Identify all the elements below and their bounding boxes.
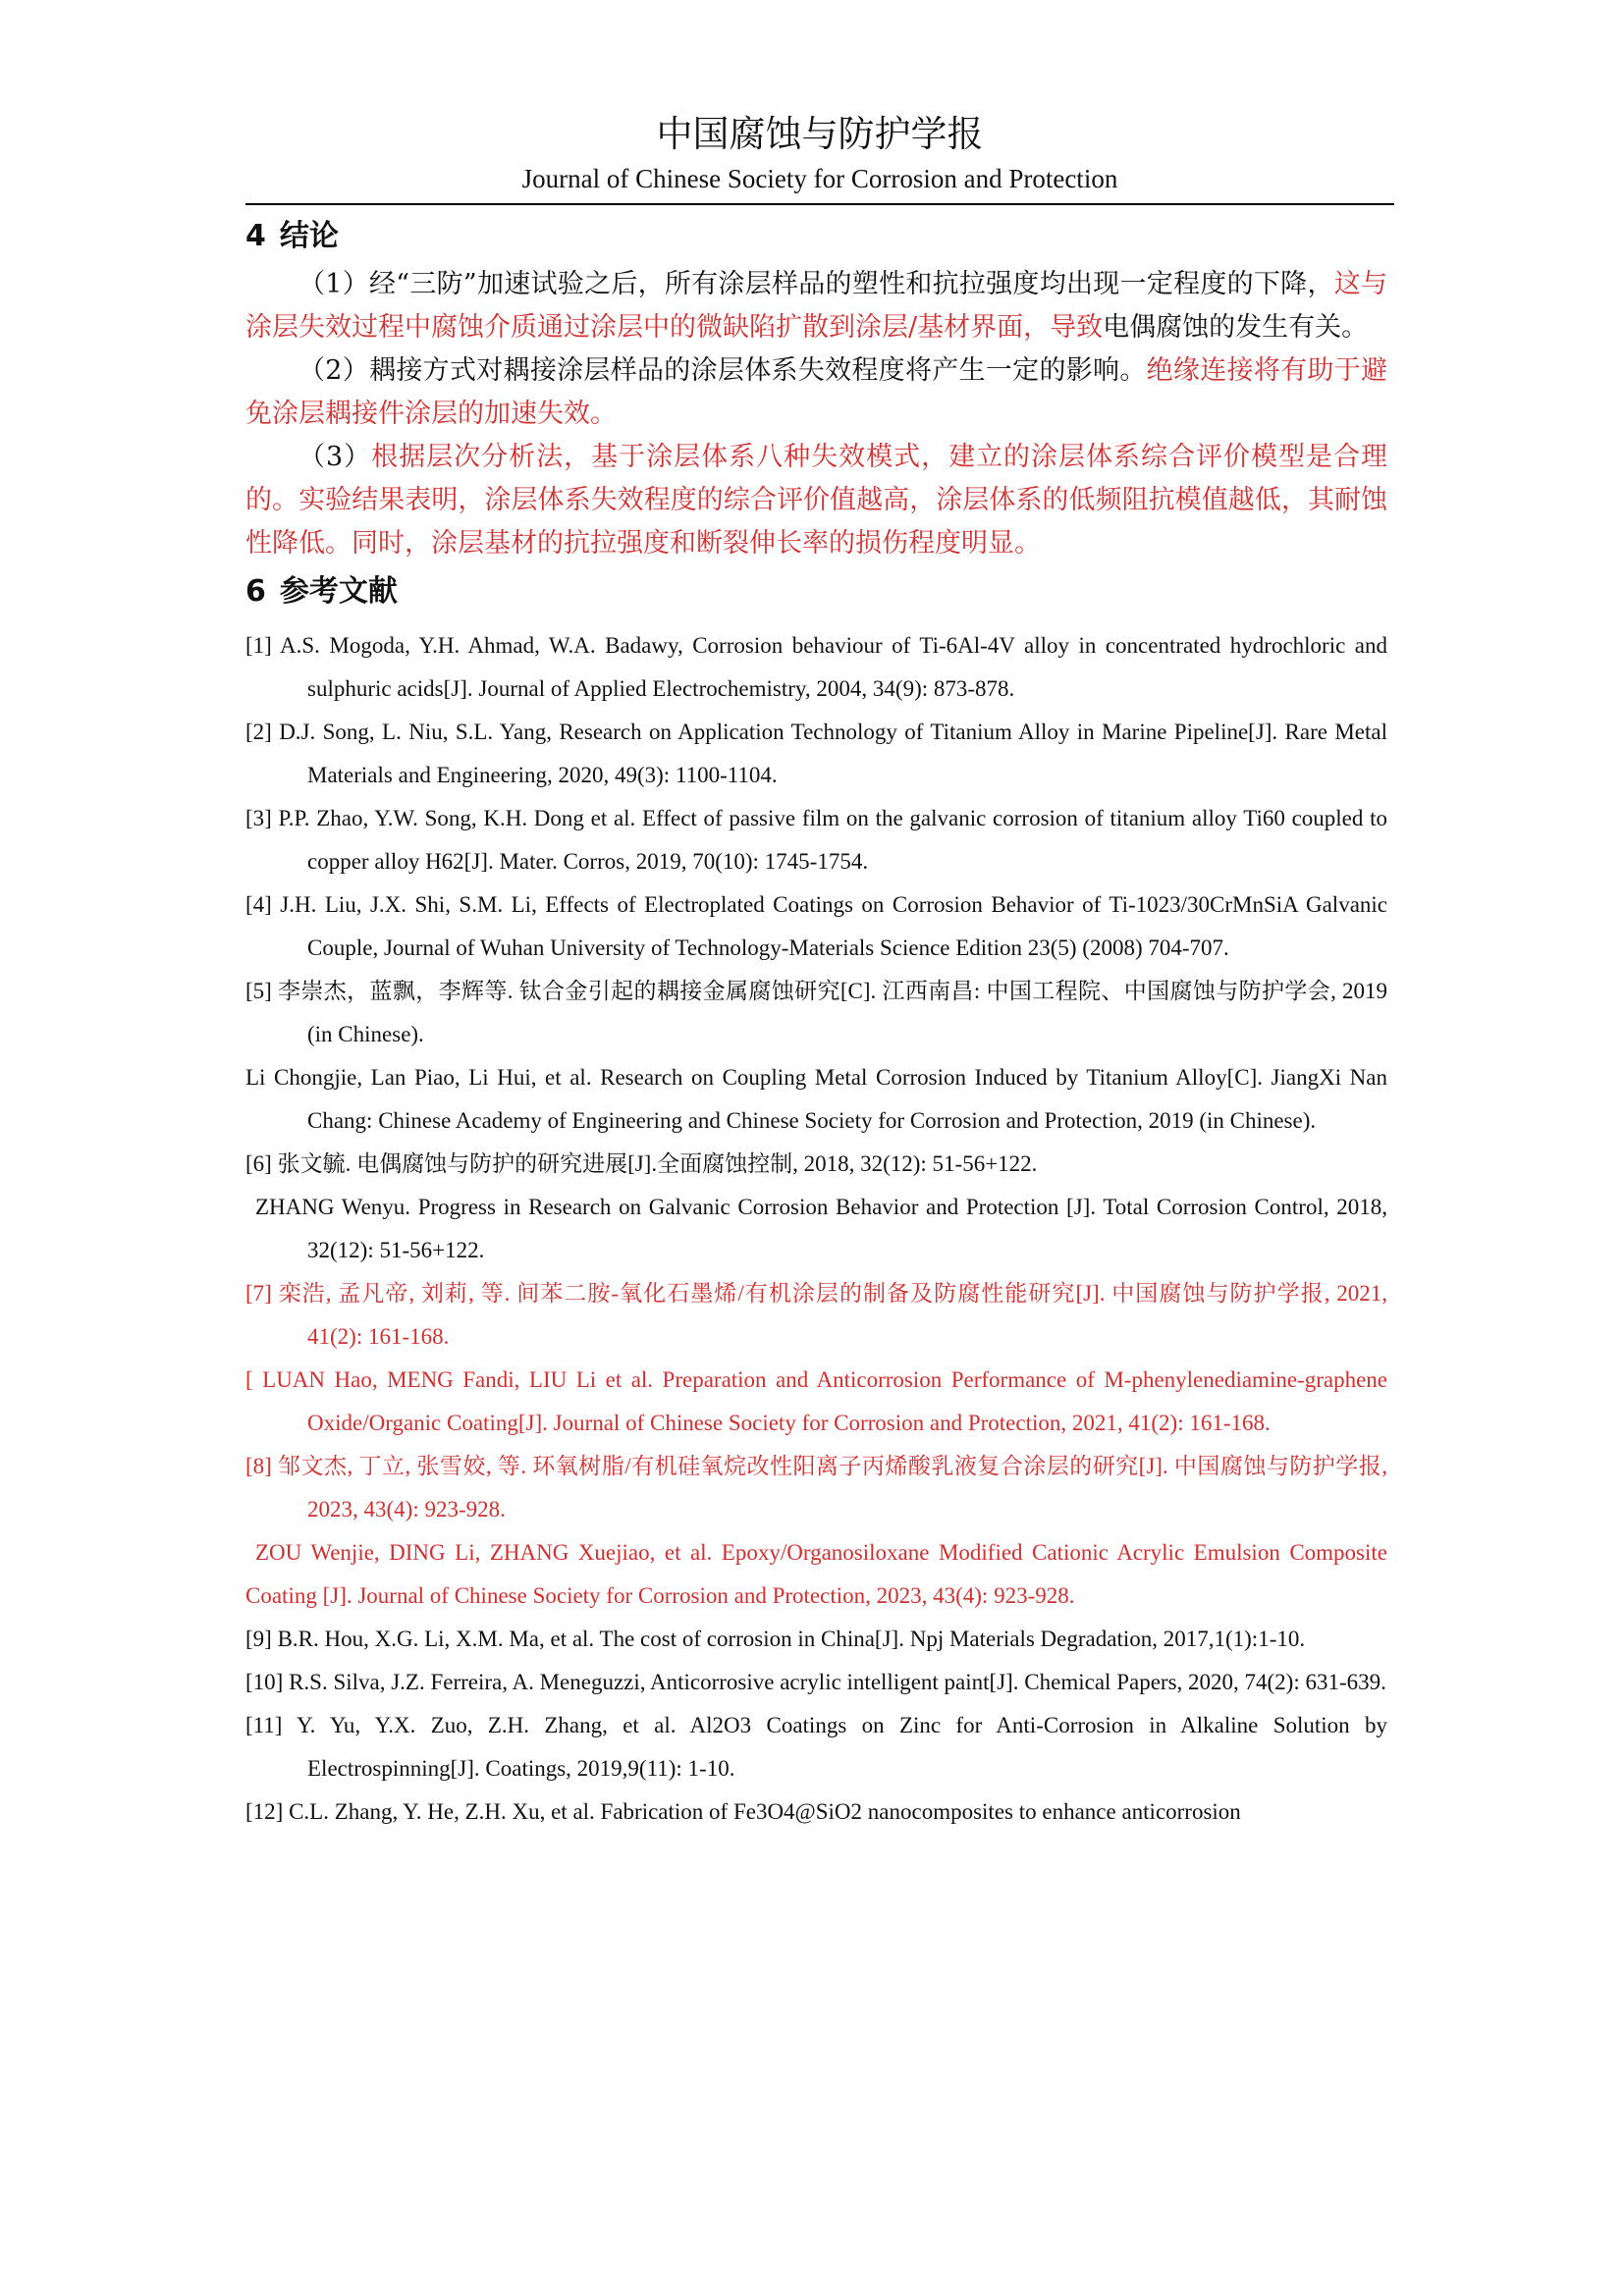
reference-item-translation: ZHANG Wenyu. Progress in Research on Galvanic Corrosion Behavior and Protection [J]. Total Corrosion Control, 2018, 32(12): 51-56+122. <box>255 1195 1387 1262</box>
section-title: 参考文献 <box>279 574 398 609</box>
conclusion-paragraph-1 <box>245 263 1387 349</box>
section-number: 6 <box>245 574 266 609</box>
para1-tail: 电偶腐蚀的发生有关。 <box>1103 312 1369 343</box>
conclusion-paragraph-3 <box>245 436 1387 565</box>
conclusion-paragraph-2 <box>245 349 1387 436</box>
section-title: 结论 <box>279 219 339 253</box>
section-heading-conclusion <box>245 214 1387 259</box>
reference-item-translation: Li Chongjie, Lan Piao, Li Hui, et al. Research on Coupling Metal Corrosion Induced by Titanium Alloy[C]. JiangXi Nan Chang: Chinese Academy of Engineering and Chinese Society for Corrosion and Protection, 2019 (in Chinese). <box>245 1065 1387 1133</box>
reference-list <box>245 624 1387 1834</box>
reference-item: [2] D.J. Song, L. Niu, S.L. Yang, Research on Application Technology of Titanium Alloy in Marine Pipeline[J]. Rare Metal Materials and Engineering, 2020, 49(3): 1100-1104. <box>245 720 1387 787</box>
reference-item: [3] P.P. Zhao, Y.W. Song, K.H. Dong et al. Effect of passive film on the galvanic corrosion of titanium alloy Ti60 coupled to copper alloy H62[J]. Mater. Corros, 2019, 70(10): 1745-1754. <box>245 806 1387 874</box>
reference-item: [9] B.R. Hou, X.G. Li, X.M. Ma, et al. The cost of corrosion in China[J]. Npj Materials Degradation, 2017,1(1):1-10. <box>245 1627 1306 1651</box>
reference-item: [12] C.L. Zhang, Y. He, Z.H. Xu, et al. Fabrication of Fe3O4@SiO2 nanocomposites to enhance anticorrosion <box>245 1799 1241 1824</box>
header-rule <box>245 203 1394 205</box>
para2-text: （2）耦接方式对耦接涂层样品的涂层体系失效程度将产生一定的影响。 <box>298 355 1147 386</box>
reference-item: [8] 邹文杰, 丁立, 张雪姣, 等. 环氧树脂/有机硅氧烷改性阳离子丙烯酸乳液复合涂层的研究[J]. 中国腐蚀与防护学报, 2023, 43(4): 923-928. <box>245 1454 1387 1522</box>
para3-highlight: 根据层次分析法，基于涂层体系八种失效模式，建立的涂层体系综合评价模型是合理的。实验结果表明，涂层体系失效程度的综合评价值越高，涂层体系的低频阻抗模值越低，其耐蚀性降低。同时，涂层基材的抗拉强度和断裂伸长率的损伤程度明显。 <box>245 442 1387 559</box>
para2-highlight: 绝缘连接将有助于避免涂层耦接件涂层的加速失效。 <box>245 355 1388 429</box>
journal-title-en: Journal of Chinese Society for Corrosion and Protection <box>521 164 1118 193</box>
reference-item: [7] 栾浩, 孟凡帝, 刘莉, 等. 间苯二胺-氧化石墨烯/有机涂层的制备及防腐性能研究[J]. 中国腐蚀与防护学报, 2021, 41(2): 161-168. <box>245 1281 1387 1349</box>
reference-item-translation: [ LUAN Hao, MENG Fandi, LIU Li et al. Preparation and Anticorrosion Performance of M-phenylenediamine-graphene Oxide/Organic Coating[J]. Journal of Chinese Society for Corrosion and Protection, 2021, 41(2): 161-168. <box>245 1367 1387 1435</box>
section-heading-references <box>245 569 1387 614</box>
reference-item: [5] 李崇杰，蓝飘，李辉等. 钛合金引起的耦接金属腐蚀研究[C]. 江西南昌: 中国工程院、中国腐蚀与防护学会, 2019 (in Chinese). <box>245 979 1387 1046</box>
reference-item: [4] J.H. Liu, J.X. Shi, S.M. Li, Effects of Electroplated Coatings on Corrosion Behavior of Ti-1023/30CrMnSiA Galvanic Couple, Journal of Wuhan University of Technology-Materials Science Edition 23(5) (2008) 704-707. <box>245 892 1387 960</box>
para3-text: （3） <box>298 442 372 472</box>
reference-item: [11] Y. Yu, Y.X. Zuo, Z.H. Zhang, et al. Al2O3 Coatings on Zinc for Anti-Corrosion in Alkaline Solution by Electrospinning[J]. Coatings, 2019,9(11): 1-10. <box>245 1713 1387 1781</box>
reference-item: [10] R.S. Silva, J.Z. Ferreira, A. Meneguzzi, Anticorrosive acrylic intelligent paint[J]. Chemical Papers, 2020, 74(2): 631-639. <box>245 1670 1386 1694</box>
para1-highlight: 这与涂层失效过程中腐蚀介质通过涂层中的微缺陷扩散到涂层/基材界面，导致 <box>245 269 1387 343</box>
page-body <box>245 214 1387 1834</box>
para1-text: （1）经“三防”加速试验之后，所有涂层样品的塑性和抗拉强度均出现一定程度的下降， <box>298 269 1334 299</box>
reference-item-translation: ZOU Wenjie, DING Li, ZHANG Xuejiao, et al. Epoxy/Organosiloxane Modified Cationic Acrylic Emulsion Composite Coating [J]. Journal of Chinese Society for Corrosion and Protection, 2023, 43(4): 923-928. <box>245 1540 1387 1608</box>
journal-title-cn: 中国腐蚀与防护学报 <box>656 113 984 155</box>
page-header <box>245 108 1394 196</box>
reference-item: [6] 张文毓. 电偶腐蚀与防护的研究进展[J].全面腐蚀控制, 2018, 32(12): 51-56+122. <box>245 1151 1038 1176</box>
section-number: 4 <box>245 219 266 253</box>
reference-item: [1] A.S. Mogoda, Y.H. Ahmad, W.A. Badawy, Corrosion behaviour of Ti-6Al-4V alloy in concentrated hydrochloric and sulphuric acids[J]. Journal of Applied Electrochemistry, 2004, 34(9): 873-878. <box>245 633 1387 701</box>
